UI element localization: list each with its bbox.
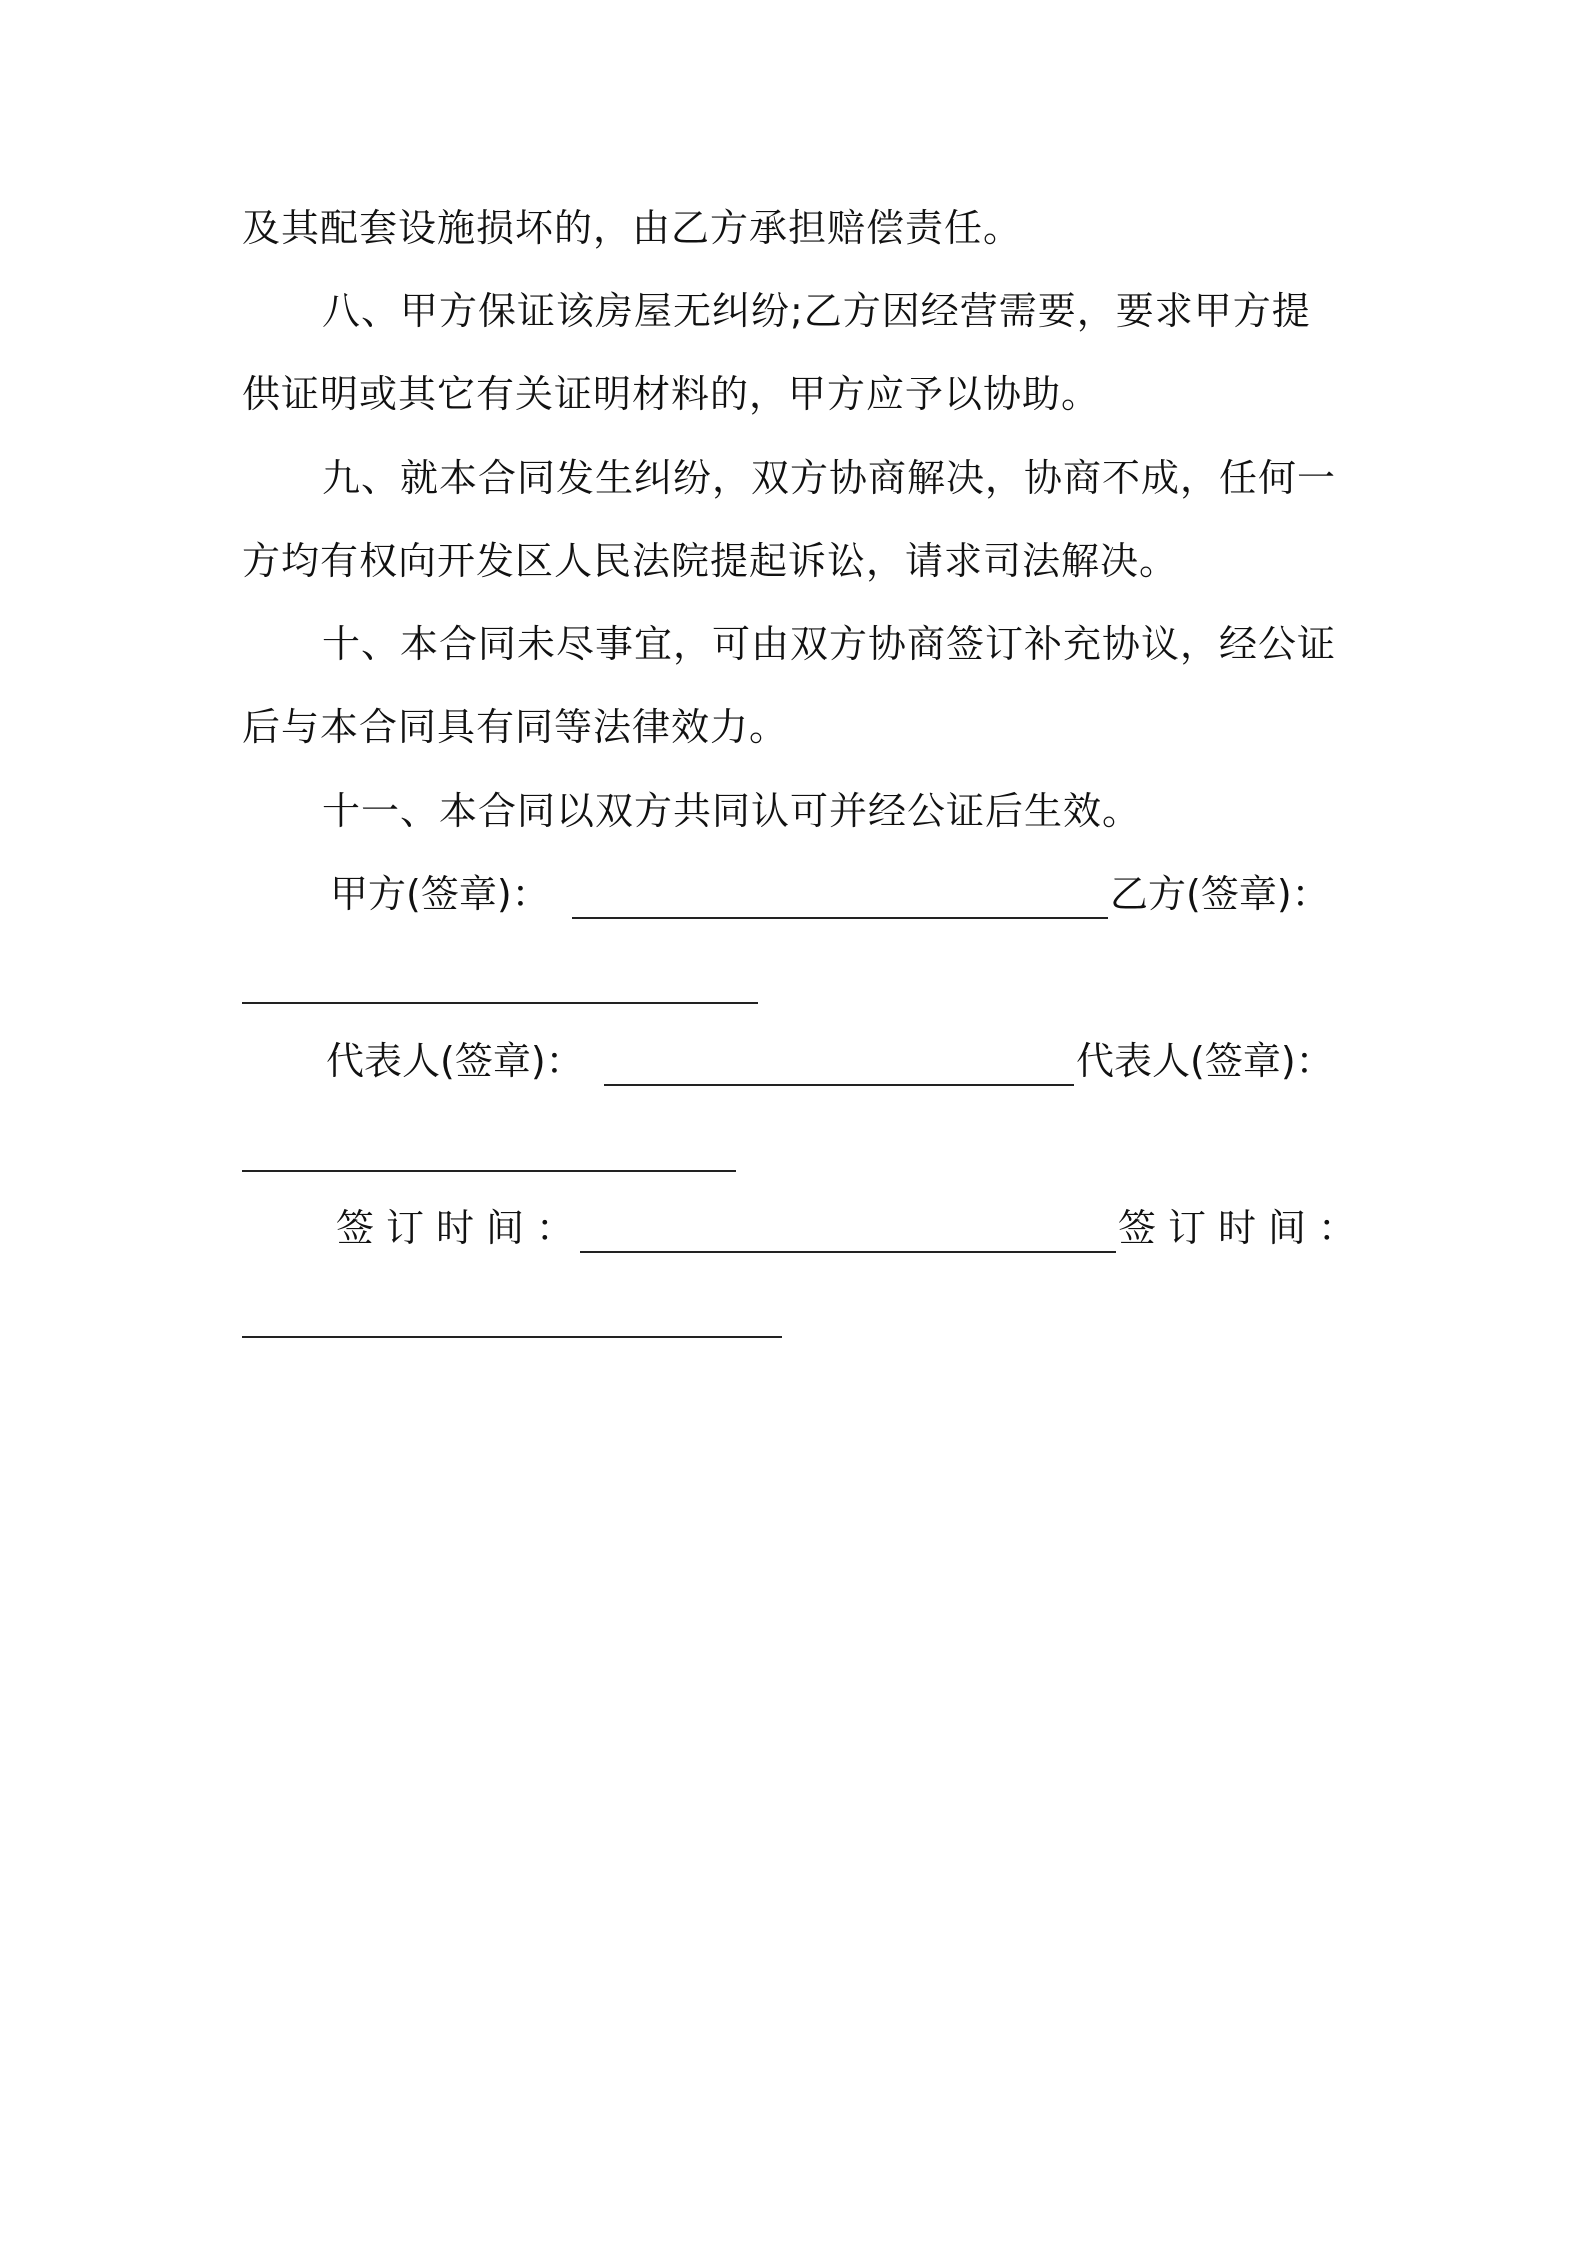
rep-b-signature-label: 代表人(签章)： xyxy=(1076,1039,1334,1083)
date-b-blank[interactable] xyxy=(242,1336,782,1338)
rep-b-signature-blank[interactable] xyxy=(242,1170,736,1172)
date-b-label: 签订时间： xyxy=(1118,1206,1369,1250)
party-a-signature-label: 甲方(签章)： xyxy=(330,872,550,916)
clause-9-line-1: 九、就本合同发生纠纷，双方协商解决，协商不成，任何一 xyxy=(322,456,1337,500)
clause-8-line-1: 八、甲方保证该房屋无纠纷;乙方因经营需要，要求甲方提 xyxy=(322,289,1311,333)
clause-10-line-2: 后与本合同具有同等法律效力。 xyxy=(242,705,789,749)
paragraph-line-1: 及其配套设施损坏的，由乙方承担赔偿责任。 xyxy=(242,206,1023,250)
clause-9-line-2: 方均有权向开发区人民法院提起诉讼，请求司法解决。 xyxy=(242,539,1179,583)
clause-8-line-2: 供证明或其它有关证明材料的，甲方应予以协助。 xyxy=(242,372,1101,416)
rep-a-signature-blank[interactable] xyxy=(604,1084,1074,1086)
clause-10-line-1: 十、本合同未尽事宜，可由双方协商签订补充协议，经公证 xyxy=(322,622,1337,666)
date-a-blank[interactable] xyxy=(580,1251,1116,1253)
rep-a-signature-label: 代表人(签章)： xyxy=(326,1039,584,1083)
party-a-signature-blank[interactable] xyxy=(572,917,1108,919)
party-b-signature-label: 乙方(签章)： xyxy=(1110,872,1330,916)
clause-11-line-1: 十一、本合同以双方共同认可并经公证后生效。 xyxy=(322,789,1142,833)
party-b-signature-blank[interactable] xyxy=(242,1002,758,1004)
date-a-label: 签订时间： xyxy=(336,1206,587,1250)
